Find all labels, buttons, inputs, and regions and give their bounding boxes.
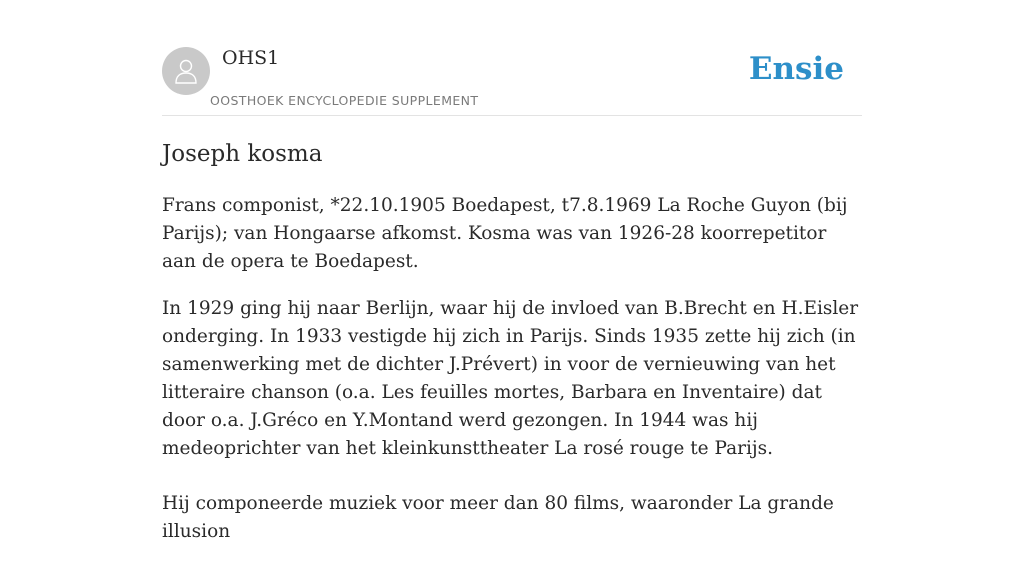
paragraph: Frans componist, *22.10.1905 Boedapest, t7.8.1969 La Roche Guyon (bij Parijs); van Hongaarse afkomst. Kosma was van 1926-28 koorrepetitor aan de opera te Boedapest. bbox=[162, 195, 848, 272]
paragraph: In 1929 ging hij naar Berlijn, waar hij de invloed van B.Brecht en H.Eisler onderging. In 1933 vestigde hij zich in Parijs. Sinds 1935 zette hij zich (in samenwerking met de dichter J.Prévert) in voor de vernieuwing van het litteraire chanson (o.a. Les feuilles mortes, Barbara en Inventaire) dat door o.a. J.Gréco en Y.Montand werd gezongen. In 1944 was hij medeoprichter van het kleinkunsttheater La rosé rouge te Parijs. bbox=[162, 298, 859, 459]
brand-logo[interactable]: Ensie bbox=[748, 51, 844, 87]
source-label[interactable]: OOSTHOEK ENCYCLOPEDIE SUPPLEMENT bbox=[210, 93, 479, 108]
article-body bbox=[162, 192, 862, 565]
paragraph: Hij componeerde muziek voor meer dan 80 films, waaronder La grande illusion bbox=[162, 493, 834, 542]
author-name[interactable]: OHS1 bbox=[222, 47, 280, 69]
user-avatar-icon[interactable] bbox=[162, 47, 210, 95]
article-title: Joseph kosma bbox=[162, 141, 323, 167]
header bbox=[162, 0, 862, 116]
avatar-silhouette-icon bbox=[171, 56, 201, 86]
